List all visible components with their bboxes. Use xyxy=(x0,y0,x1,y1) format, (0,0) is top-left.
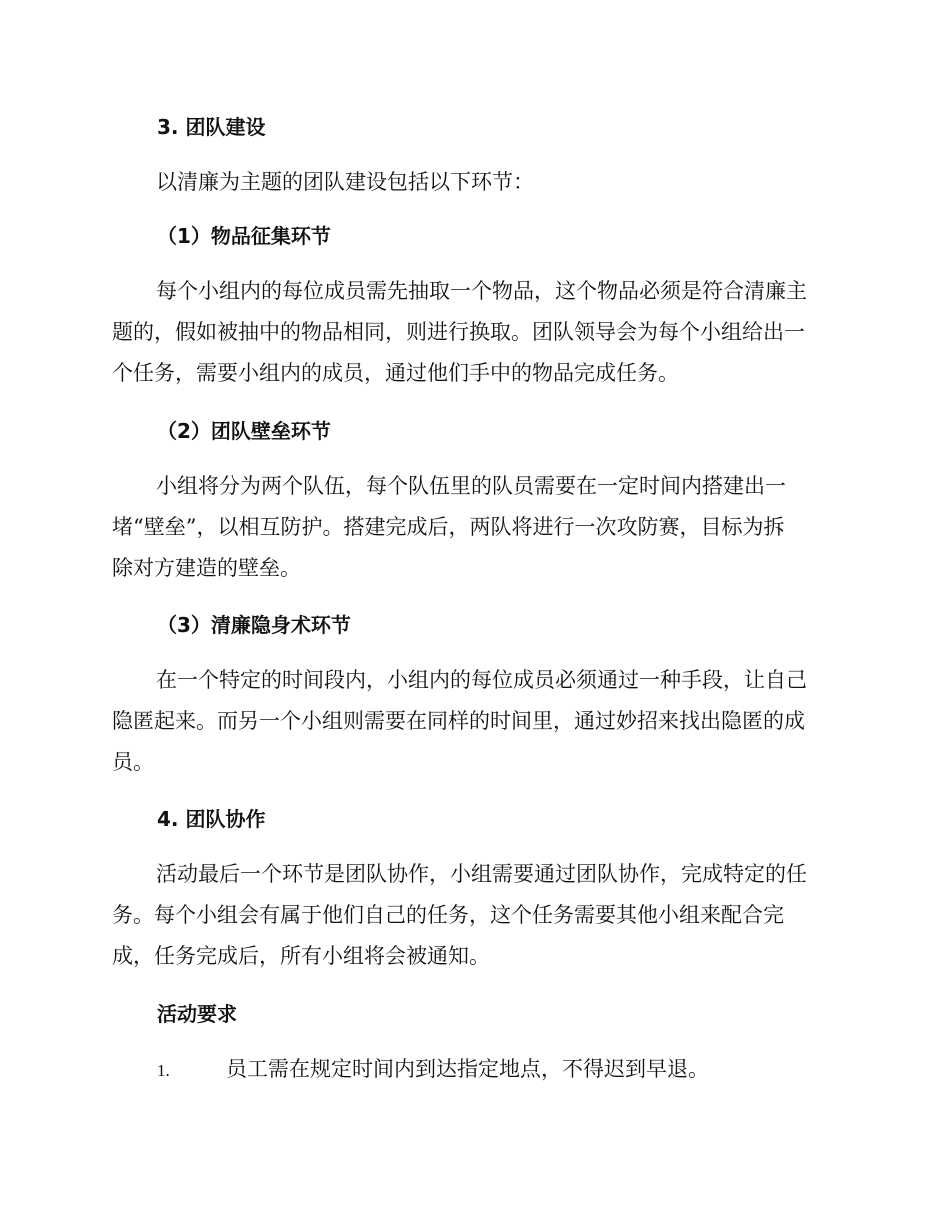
list-item xyxy=(157,1049,709,1091)
subheading-team-barrier: （2）团队壁垒环节 xyxy=(157,419,331,443)
paragraph-line: 务。每个小组会有属于他们自己的任务，这个任务需要其他小组来配合完 xyxy=(112,903,784,927)
section-heading-requirements: 活动要求 xyxy=(157,1002,237,1026)
paragraph-team-cooperation xyxy=(112,854,832,977)
subheading-invisibility: （3）清廉隐身术环节 xyxy=(157,613,351,637)
paragraph-line: 隐匿起来。而另一个小组则需要在同样的时间里，通过妙招来找出隐匿的成 xyxy=(112,709,805,733)
paragraph-line: 在一个特定的时间段内，小组内的每位成员必须通过一种手段，让自己 xyxy=(156,668,807,692)
paragraph-item-collection xyxy=(112,271,832,394)
list-item-text: 员工需在规定时间内到达指定地点，不得迟到早退。 xyxy=(226,1057,709,1081)
paragraph-line: 小组将分为两个队伍，每个队伍里的队员需要在一定时间内搭建出一 xyxy=(156,474,786,498)
paragraph-line: 堵“壁垒”，以相互防护。搭建完成后，两队将进行一次攻防赛，目标为拆 xyxy=(112,515,785,539)
section-heading-team-cooperation: 4. 团队协作 xyxy=(157,807,266,831)
list-item-number: 1. xyxy=(157,1061,170,1080)
team-building-intro: 以清廉为主题的团队建设包括以下环节： xyxy=(156,170,534,194)
paragraph-line: 每个小组内的每位成员需先抽取一个物品，这个物品必须是符合清廉主 xyxy=(156,279,807,303)
paragraph-line: 除对方建造的壁垒。 xyxy=(112,556,301,580)
section-heading-team-building: 3. 团队建设 xyxy=(157,115,266,139)
paragraph-line: 活动最后一个环节是团队协作，小组需要通过团队协作，完成特定的任 xyxy=(156,862,807,886)
paragraph-invisibility xyxy=(112,660,832,783)
paragraph-line: 员。 xyxy=(112,750,154,774)
subheading-item-collection: （1）物品征集环节 xyxy=(157,224,331,248)
paragraph-line: 个任务，需要小组内的成员，通过他们手中的物品完成任务。 xyxy=(112,361,679,385)
paragraph-line: 成，任务完成后，所有小组将会被通知。 xyxy=(112,944,490,968)
paragraph-line: 题的，假如被抽中的物品相同，则进行换取。团队领导会为每个小组给出一 xyxy=(112,320,805,344)
paragraph-team-barrier xyxy=(112,466,832,589)
